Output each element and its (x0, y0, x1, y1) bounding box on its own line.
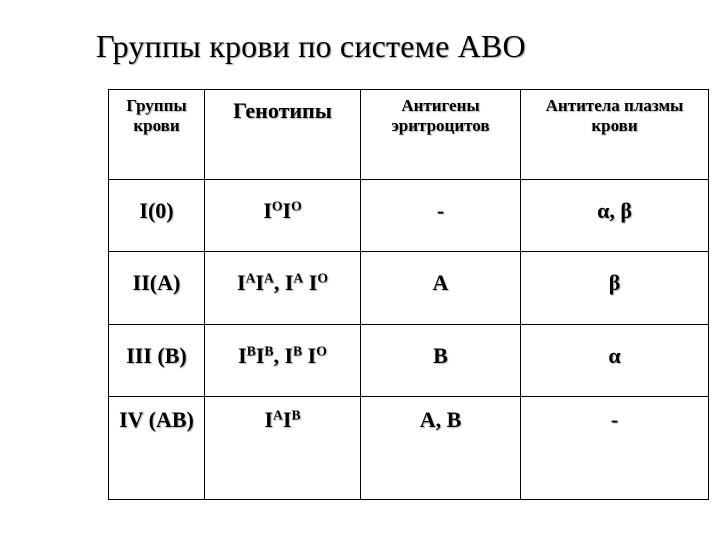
genotype-allele: A (264, 270, 274, 286)
genotype-base: I (302, 343, 317, 368)
cell-antigens: A, B (361, 397, 521, 500)
slide-title: Группы крови по системе АВО (96, 28, 526, 64)
genotype-base: , (273, 270, 285, 295)
genotype-allele: A (245, 270, 256, 286)
genotype-allele: O (317, 270, 328, 286)
genotype-base: I (263, 198, 272, 223)
genotype-allele: B (291, 407, 301, 423)
genotype-base: I (255, 270, 265, 295)
cell-antibodies: β (521, 252, 709, 325)
genotype-base: , (273, 343, 285, 368)
genotype-base: I (237, 270, 246, 295)
table-header-row (109, 90, 709, 180)
genotype-base: I (284, 343, 294, 368)
table-row (109, 252, 709, 325)
genotype-allele: O (271, 198, 283, 214)
genotype-base: I (264, 407, 274, 432)
cell-genotype (205, 180, 361, 252)
genotype-base: I (282, 198, 292, 223)
cell-antibodies: - (521, 397, 709, 500)
table-row (109, 180, 709, 252)
genotype-base: I (255, 343, 265, 368)
genotype-allele: A (273, 407, 283, 423)
cell-antigens: A (361, 252, 521, 325)
genotype-base: I (282, 407, 292, 432)
header-blood-group: Группы крови (109, 90, 205, 180)
genotype-allele: B (264, 343, 274, 359)
cell-antigens: - (361, 180, 521, 252)
abo-blood-group-table (108, 89, 709, 500)
cell-blood-group: IV (AB) (109, 397, 205, 500)
cell-genotype (205, 325, 361, 397)
cell-blood-group: I(0) (109, 180, 205, 252)
genotype-base: I (303, 270, 318, 295)
table-row (109, 397, 709, 500)
cell-antibodies: α (521, 325, 709, 397)
header-antigens: Антигены эритроцитов (361, 90, 521, 180)
cell-blood-group: II(A) (109, 252, 205, 325)
genotype-base: I (284, 270, 294, 295)
table-row (109, 325, 709, 397)
cell-antigens: B (361, 325, 521, 397)
header-genotype: Генотипы (205, 90, 361, 180)
genotype-allele: B (293, 343, 303, 359)
cell-genotype (205, 397, 361, 500)
cell-blood-group: III (B) (109, 325, 205, 397)
cell-antibodies: α, β (521, 180, 709, 252)
genotype-allele: O (291, 198, 302, 214)
header-antibodies: Антитела плазмы крови (521, 90, 709, 180)
genotype-allele: O (316, 343, 327, 359)
genotype-base: I (238, 343, 247, 368)
genotype-allele: A (293, 270, 304, 286)
cell-genotype (205, 252, 361, 325)
genotype-allele: B (246, 343, 256, 359)
